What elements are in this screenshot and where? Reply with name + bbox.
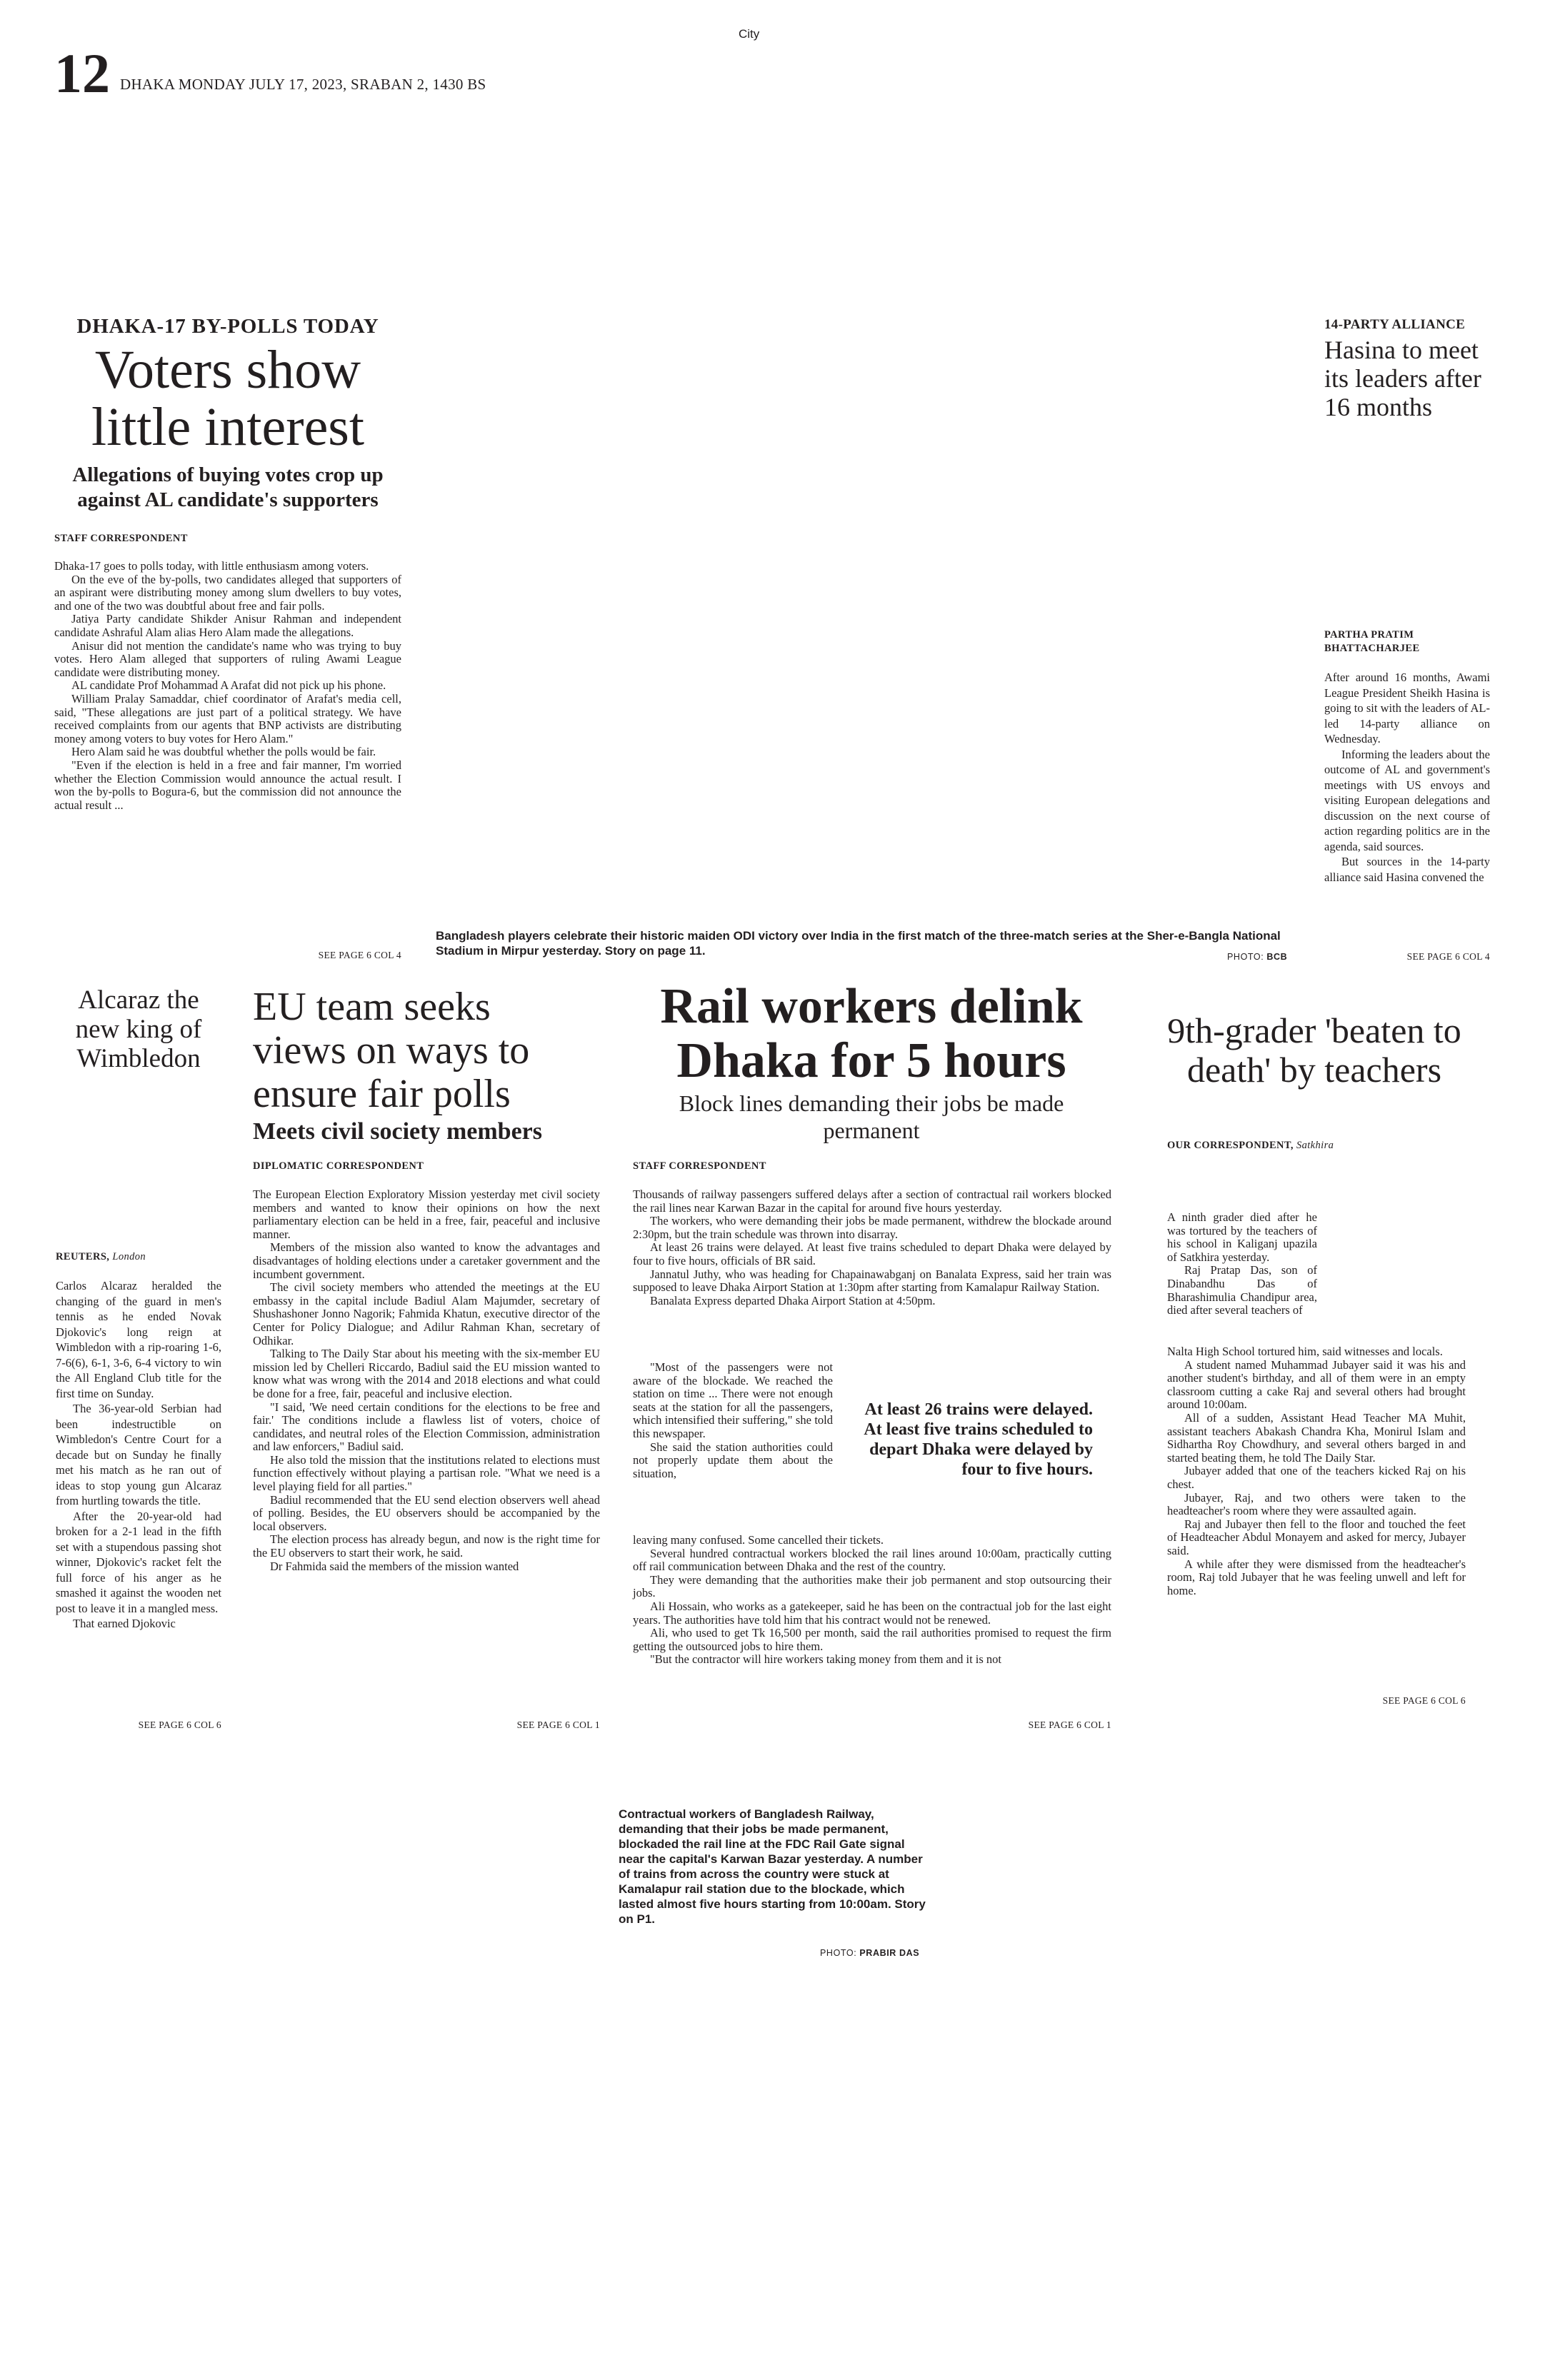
story-9thgrader-body-narrow: A ninth grader died after he was tortured by the teachers of his school in Kaliganj upazila of Satkhira yesterday. Raj Pratap Das, son of Dinabandhu Das of Bharashimulia Chandipur area, died after several teachers of	[1167, 1210, 1317, 1317]
story-9thgrader-body-wide: Nalta High School tortured him, said witnesses and locals. A student named Muhammad Jubayer said it was his and another student's birthday, and all of them were in an empty classroom cutting a cake Raj and several others had brought around 10:00am. All of a sudden, Assistant Head Teacher MA Muhit, assistant teachers Abakash Chandra Kha, Monirul Islam and Sidhartha Roy Chowdhury, and several others barged in and started beating them, he told The Daily Star. Jubayer added that one of the teachers kicked Raj on his chest. Jubayer, Raj, and two others were taken to the headteacher's room where they were assaulted again. Raj and Jubayer then fell to the floor and touched the feet of Headteacher Abdul Monayem and asked for mercy, Jubayer said. A while after they were dismissed from the headteacher's room, Raj told Jubayer that he was feeling unwell and left for home.	[1167, 1345, 1466, 1597]
photo-caption-top: Bangladesh players celebrate their historic maiden ODI victory over India in the first match of the three-match series at the Sher-e-Bangla National Stadium in Mirpur yesterday. Story on page 11.	[436, 929, 1281, 958]
photo-credit-top: PHOTO: BCB	[1227, 952, 1288, 962]
story-14party-body: After around 16 months, Awami League President Sheikh Hasina is going to sit with the leaders of AL-led 14-party alliance on Wednesday. Informing the leaders about the outcome of AL and government's meetings with US envoys and visiting European delegations and discussion on the next course of action regarding politics are in the agenda, said sources. But sources in the 14-party alliance said Hasina convened the	[1324, 671, 1490, 884]
kicker: 14-PARTY ALLIANCE	[1324, 317, 1466, 332]
subhead: Block lines demanding their jobs be made permanent	[679, 1090, 1064, 1143]
photo-credit-bottom: PHOTO: PRABIR DAS	[820, 1948, 920, 1958]
story-alcaraz-body: Carlos Alcaraz heralded the changing of the guard in men's tennis as he ended Novak Djokovic's long reign at Wimbledon with a rip-roaring 1-6, 7-6(6), 6-1, 3-6, 6-4 victory to win the All England Club title for the first time on Sunday. The 36-year-old Serbian had been indestructible on Wimbledon's Centre Court for a decade but on Sunday he finally met his match as he ran out of ideas to stop young gun Alcaraz from hurtling towards the title. After the 20-year-old had broken for a 2-1 lead in the fifth set with a stupendous passing shot winner, Djokovic's racket felt the full force of his anger as he smashed it against the wooden net post to leave it in a mangled mess. That earned Djokovic	[56, 1279, 221, 1630]
byline: STAFF CORRESPONDENT	[54, 533, 188, 544]
headline[interactable]: 9th-grader 'beaten to death' by teachers	[1167, 1010, 1461, 1090]
subhead: Meets civil society members	[253, 1118, 542, 1145]
jump-link[interactable]: SEE PAGE 6 COL 1	[516, 1719, 600, 1730]
headline[interactable]: Alcaraz the new king of Wimbledon	[75, 985, 202, 1073]
story-rail-body-top: Thousands of railway passengers suffered delays after a section of contractual rail workers blocked the rail lines near Karwan Bazar in the capital for around five hours yesterday. The workers, who were demanding their jobs be made permanent, withdrew the blockade around 2:30pm, but the train schedule was thrown into disarray. At least 26 trains were delayed. At least five trains scheduled to depart Dhaka were delayed by four to five hours, officials of BR said. Jannatul Juthy, who was heading for Chapainawabganj on Banalata Express, said her train was supposed to leave Dhaka Airport Station at 1:30pm after starting from Kamalapur Railway Station. Banalata Express departed Dhaka Airport Station at 4:50pm.	[633, 1188, 1111, 1307]
headline[interactable]: EU team seeks views on ways to ensure fair polls	[253, 985, 530, 1116]
jump-link[interactable]: SEE PAGE 6 COL 4	[318, 950, 401, 960]
photo-caption-bottom: Contractual workers of Bangladesh Railway, demanding that their jobs be made permanent, blockaded the rail line at the FDC Rail Gate signal near the capital's Karwan Bazar yesterday. A number of trains from across the country were stuck at Kamalapur rail station due to the blockade, which lasted almost five hours starting from 10:00am. Story on P1.	[619, 1807, 926, 1926]
page-number: 12	[54, 42, 110, 104]
story-rail-body-bottom: leaving many confused. Some cancelled their tickets. Several hundred contractual workers blocked the rail lines around 10:00am, practically cutting off rail communication between Dhaka and the rest of the country. They were demanding that the authorities make their job permanent and stop outsourcing their jobs. Ali Hossain, who works as a gatekeeper, said he has been on the contractual job for the last eight years. The authorities have told him that his contract would not be renewed. Ali, who used to get Tk 16,500 per month, said the rail authorities promised to request the firm getting the outsourced jobs to hire them. "But the contractor will hire workers taking money from them and it is not	[633, 1533, 1111, 1667]
byline: DIPLOMATIC CORRESPONDENT	[253, 1160, 424, 1172]
jump-link[interactable]: SEE PAGE 6 COL 6	[138, 1719, 221, 1730]
pull-quote: At least 26 trains were delayed. At least five trains scheduled to depart Dhaka were delayed by four to five hours.	[864, 1400, 1093, 1479]
byline: PARTHA PRATIM BHATTACHARJEE	[1324, 629, 1420, 654]
section-label: City	[739, 27, 760, 41]
byline: STAFF CORRESPONDENT	[633, 1160, 766, 1172]
headline[interactable]: Voters show little interest	[91, 340, 364, 457]
story-rail-body-narrow: "Most of the passengers were not aware of the blockade. We reached the station on time ... There were not enough seats at the station for all the passengers, which intensified their suffering," she told this newspaper. She said the station authorities could not properly update them about the situation,	[633, 1360, 833, 1480]
jump-link[interactable]: SEE PAGE 6 COL 1	[1028, 1719, 1111, 1730]
story-dhaka17-body: Dhaka-17 goes to polls today, with little enthusiasm among voters. On the eve of the by-polls, two candidates alleged that supporters of an aspirant were distributing money among slum dwellers to buy votes, and one of the two was doubtful about free and fair polls. Jatiya Party candidate Shikder Anisur Rahman and independent candidate Ashraful Alam alias Hero Alam made the allegations. Anisur did not mention the candidate's name who was trying to buy votes. Hero Alam alleged that supporters of ruling Awami League candidate were distributing money. AL candidate Prof Mohammad A Arafat did not pick up his phone. William Pralay Samaddar, chief coordinator of Arafat's media cell, said, "These allegations are just part of a political strategy. We have received complaints from our agents that BNP activists are distributing money among voters to buy votes for Hero Alam." Hero Alam said he was doubtful whether the polls would be fair. "Even if the election is held in a free and fair manner, I'm worried whether the Election Commission would announce the actual result. I won the by-polls to Bogura-6, but the commission did not announce the actual result ...	[54, 559, 401, 812]
story-dhaka17	[54, 314, 401, 513]
headline[interactable]: Hasina to meet its leaders after 16 months	[1324, 336, 1481, 421]
headline[interactable]: Rail workers delink Dhaka for 5 hours	[660, 979, 1083, 1088]
subhead: Allegations of buying votes crop up against AL candidate's supporters	[72, 463, 384, 511]
dateline: DHAKA MONDAY JULY 17, 2023, SRABAN 2, 1430 BS	[120, 76, 486, 93]
byline: OUR CORRESPONDENT, Satkhira	[1167, 1140, 1334, 1151]
story-eu-body: The European Election Exploratory Mission yesterday met civil society members and wanted to know their opinions on how the next parliamentary election can be held in a free, fair, peaceful and inclusive manner. Members of the mission also wanted to know the advantages and disadvantages of holding elections under a caretaker government and the incumbent government. The civil society members who attended the meetings at the EU embassy in the capital include Badiul Alam Majumder, secretary of Shushashoner Jonno Nagorik; Fahmida Khatun, executive director of the Center for Policy Dialogue; and Adilur Rahman Khan, secretary of Odhikar. Talking to The Daily Star about his meeting with the six-member EU mission led by Chelleri Riccardo, Badiul said the EU mission wanted to know what was wrong with the 2014 and 2018 elections and what could be done for a free, fair, peaceful and inclusive election. "I said, 'We need certain conditions for the elections to be free and fair.' The conditions include a flawless list of voters, choice of candidates, and neutral roles of the Election Commission, administration and law enforcers," Badiul said. He also told the mission that the institutions related to elections must function effectively without playing a partisan role. "What we need is a level playing field for all parties." Badiul recommended that the EU send election observers well ahead of polling. Besides, the EU observers should be accompanied by the local observers. The election process has already begun, and now is the right time for the EU observers to start their work, he said. Dr Fahmida said the members of the mission wanted	[253, 1188, 600, 1573]
jump-link[interactable]: SEE PAGE 6 COL 6	[1382, 1695, 1466, 1706]
kicker: DHAKA-17 BY-POLLS TODAY	[76, 315, 379, 338]
jump-link[interactable]: SEE PAGE 6 COL 4	[1406, 951, 1490, 962]
story-14party	[1324, 317, 1496, 421]
byline: REUTERS, London	[56, 1251, 146, 1262]
